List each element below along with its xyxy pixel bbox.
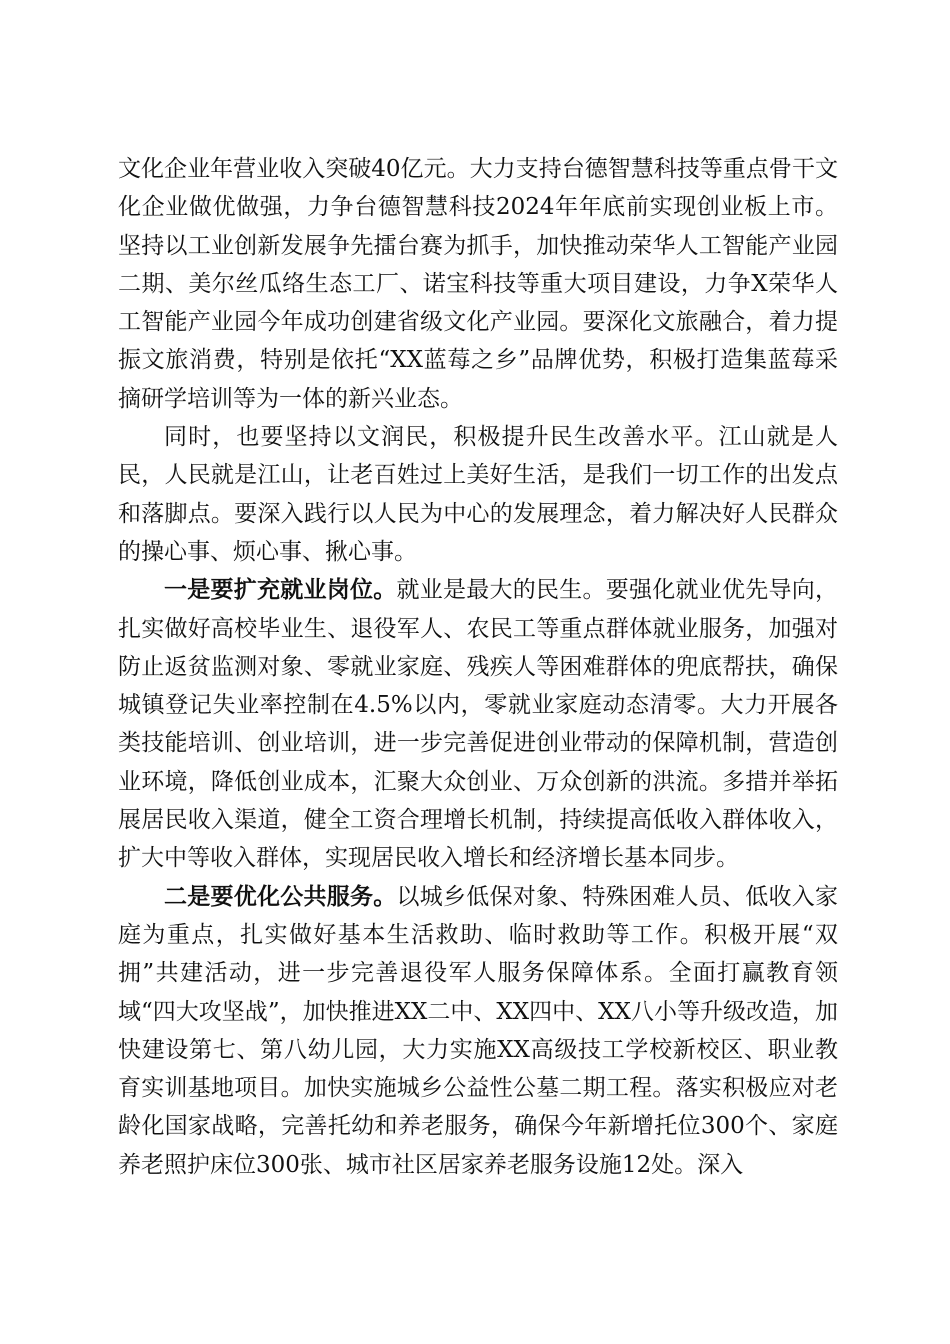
paragraph-lead-heading: 一是要扩充就业岗位。 xyxy=(164,576,397,604)
paragraph-text: 同时，也要坚持以文润民，积极提升民生改善水平。江山就是人民，人民就是江山，让老百姓过上美好生活，是我们一切工作的出发点和落脚点。要深入践行以人民为中心的发展理念，着力解决好人民群众的操心事、烦心事、揪心事。 xyxy=(118,424,838,565)
document-body xyxy=(118,150,838,1184)
paragraph-culture-enterprises xyxy=(118,150,838,418)
paragraph-livelihood xyxy=(118,418,838,571)
paragraph-lead-heading: 二是要优化公共服务。 xyxy=(164,882,397,910)
paragraph-employment xyxy=(118,571,838,877)
paragraph-public-services xyxy=(118,878,838,1184)
paragraph-text: 就业是最大的民生。要强化就业优先导向，扎实做好高校毕业生、退役军人、农民工等重点群体就业服务，加强对防止返贫监测对象、零就业家庭、残疾人等困难群体的兜底帮扶，确保城镇登记失业率控制在4.5%以内，零就业家庭动态清零。大力开展各类技能培训、创业培训，进一步完善促进创业带动的保障机制，营造创业环境，降低创业成本，汇聚大众创业、万众创新的洪流。多措并举拓展居民收入渠道，健全工资合理增长机制，持续提高低收入群体收入，扩大中等收入群体，实现居民收入增长和经济增长基本同步。 xyxy=(118,577,838,872)
paragraph-text: 文化企业年营业收入突破40亿元。大力支持台德智慧科技等重点骨干文化企业做优做强，力争台德智慧科技2024年年底前实现创业板上市。坚持以工业创新发展争先擂台赛为抓手，加快推动荣华人工智能产业园二期、美尔丝瓜络生态工厂、诺宝科技等重大项目建设，力争X荣华人工智能产业园今年成功创建省级文化产业园。要深化文旅融合，着力提振文旅消费，特别是依托“XX蓝莓之乡”品牌优势，积极打造集蓝莓采摘研学培训等为一体的新兴业态。 xyxy=(118,156,838,412)
paragraph-text: 以城乡低保对象、特殊困难人员、低收入家庭为重点，扎实做好基本生活救助、临时救助等工作。积极开展“双拥”共建活动，进一步完善退役军人服务保障体系。全面打赢教育领域“四大攻坚战”，加快推进XX二中、XX四中、XX八小等升级改造，加快建设第七、第八幼儿园，大力实施XX高级技工学校新校区、职业教育实训基地项目。加快实施城乡公益性公墓二期工程。落实积极应对老龄化国家战略，完善托幼和养老服务，确保今年新增托位300个、家庭养老照护床位300张、城市社区居家养老服务设施12处。深入 xyxy=(118,883,838,1178)
